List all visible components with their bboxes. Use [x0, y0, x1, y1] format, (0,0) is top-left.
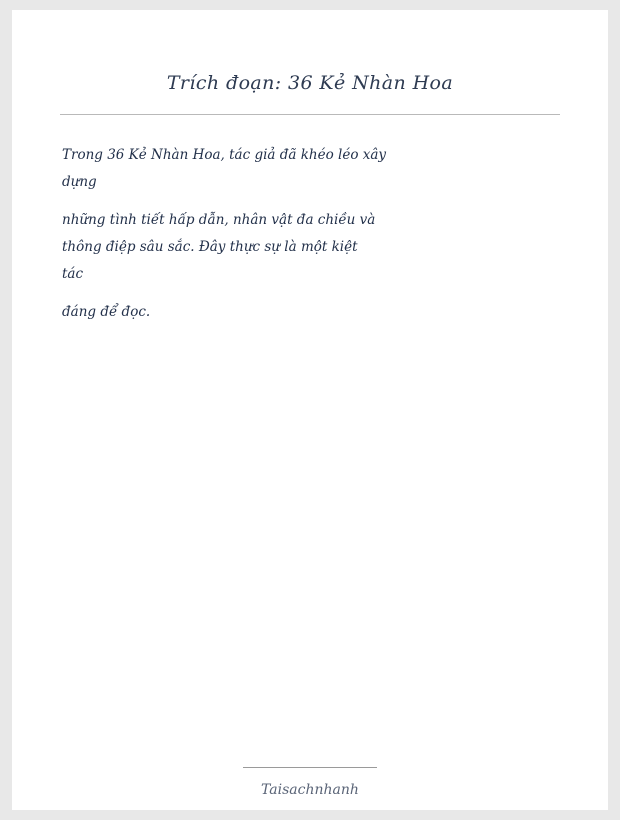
- body-line: Trong 36 Kẻ Nhàn Hoa, tác giả đã khéo léo xây: [62, 147, 387, 163]
- title-divider: [60, 114, 560, 115]
- body-line: dựng: [62, 174, 97, 190]
- document-body: [62, 142, 532, 326]
- body-line: tác: [62, 266, 84, 282]
- footer-signature: Taisachnhanh: [261, 782, 359, 798]
- page-title: Trích đoạn: 36 Kẻ Nhàn Hoa: [166, 72, 454, 94]
- body-line: đáng để đọc.: [62, 304, 151, 320]
- body-line: những tình tiết hấp dẫn, nhân vật đa chiều và: [62, 212, 376, 228]
- paragraph-gap: [62, 288, 532, 299]
- paragraph-gap: [62, 196, 532, 207]
- body-line: thông điệp sâu sắc. Đây thực sự là một kiệt: [62, 239, 358, 255]
- footer-divider: [243, 767, 377, 768]
- document-page: [12, 10, 608, 810]
